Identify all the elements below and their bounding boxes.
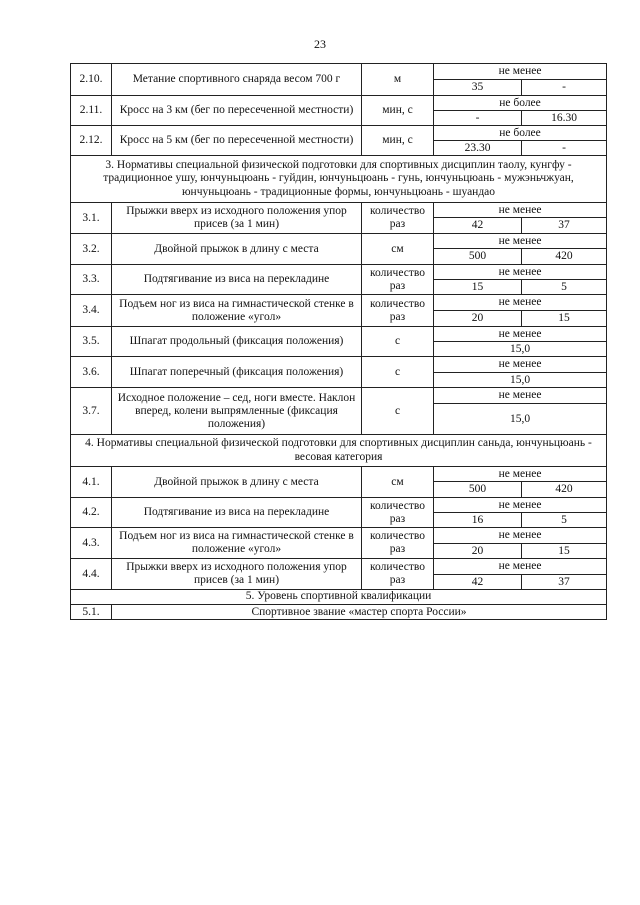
- row-number: 4.1.: [71, 467, 112, 498]
- table-row: [71, 435, 607, 467]
- table-row: [71, 559, 607, 575]
- exercise-name: Подтягивание из виса на перекладине: [112, 265, 362, 295]
- exercise-name: Исходное положение – сед, ноги вместе. Наклон вперед, колени выпрямленные (фиксация положения): [112, 388, 362, 435]
- exercise-name: Прыжки вверх из исходного положения упор присев (за 1 мин): [112, 559, 362, 590]
- exercise-name: Двойной прыжок в длину с места: [112, 234, 362, 265]
- table-row: [71, 498, 607, 513]
- table-row: [71, 467, 607, 482]
- table-row: [71, 126, 607, 141]
- unit: количество раз: [362, 203, 434, 234]
- table-row: [71, 528, 607, 544]
- value-female: 420: [522, 482, 607, 498]
- value-female: -: [522, 141, 607, 156]
- section-heading: 3. Нормативы специальной физической подготовки для спортивных дисциплин таолу, кунгфу - традиционное ушу, юнчуньцюань - гуйдин, юнчуньцюань - гунь, юнчуньцюань - мужэньчжуан, юнчуньцюань - традиционные формы, юнчуньцюань - шуандао: [71, 156, 607, 203]
- unit: мин, с: [362, 96, 434, 126]
- unit: количество раз: [362, 265, 434, 295]
- norms-table: [70, 63, 607, 620]
- value-female: 420: [522, 249, 607, 265]
- value: 15,0: [434, 342, 607, 357]
- row-number: 2.10.: [71, 64, 112, 96]
- table-row: [71, 156, 607, 203]
- table-row: [71, 388, 607, 404]
- unit: с: [362, 388, 434, 435]
- row-number: 4.4.: [71, 559, 112, 590]
- table-row: [71, 64, 607, 80]
- table-row: [71, 590, 607, 605]
- row-number: 3.6.: [71, 357, 112, 388]
- table-row: [71, 96, 607, 111]
- value-male: 23.30: [434, 141, 522, 156]
- value-male: 500: [434, 249, 522, 265]
- unit: с: [362, 327, 434, 357]
- table-row: [71, 203, 607, 218]
- value-male: 35: [434, 80, 522, 96]
- unit: количество раз: [362, 559, 434, 590]
- exercise-name: Подъем ног из виса на гимнастической стенке в положение «угол»: [112, 295, 362, 327]
- condition: не менее: [434, 64, 607, 80]
- row-number: 3.7.: [71, 388, 112, 435]
- unit: с: [362, 357, 434, 388]
- exercise-name: Кросс на 3 км (бег по пересеченной местности): [112, 96, 362, 126]
- value-male: 42: [434, 575, 522, 590]
- condition: не менее: [434, 559, 607, 575]
- value: 15,0: [434, 373, 607, 388]
- exercise-name: Кросс на 5 км (бег по пересеченной местности): [112, 126, 362, 156]
- unit: количество раз: [362, 528, 434, 559]
- value-male: 15: [434, 280, 522, 295]
- condition: не более: [434, 126, 607, 141]
- value-female: 5: [522, 280, 607, 295]
- value-male: 20: [434, 544, 522, 559]
- value-male: 16: [434, 513, 522, 528]
- unit: см: [362, 234, 434, 265]
- condition: не менее: [434, 234, 607, 249]
- table-row: [71, 295, 607, 311]
- unit: количество раз: [362, 295, 434, 327]
- row-number: 3.1.: [71, 203, 112, 234]
- value-female: 5: [522, 513, 607, 528]
- condition: не менее: [434, 528, 607, 544]
- unit: мин, с: [362, 126, 434, 156]
- row-number: 3.4.: [71, 295, 112, 327]
- page-number: 23: [314, 37, 326, 51]
- row-number: 3.5.: [71, 327, 112, 357]
- unit: см: [362, 467, 434, 498]
- condition: не менее: [434, 498, 607, 513]
- exercise-name: Подъем ног из виса на гимнастической стенке в положение «угол»: [112, 528, 362, 559]
- row-number: 4.3.: [71, 528, 112, 559]
- exercise-name: Метание спортивного снаряда весом 700 г: [112, 64, 362, 96]
- table-row: [71, 234, 607, 249]
- condition: не менее: [434, 265, 607, 280]
- condition: не менее: [434, 295, 607, 311]
- value-female: 15: [522, 311, 607, 327]
- value-female: -: [522, 80, 607, 96]
- exercise-name: Подтягивание из виса на перекладине: [112, 498, 362, 528]
- row-number: 3.2.: [71, 234, 112, 265]
- row-number: 2.12.: [71, 126, 112, 156]
- condition: не более: [434, 96, 607, 111]
- value-male: 20: [434, 311, 522, 327]
- table-row: [71, 265, 607, 280]
- condition: не менее: [434, 388, 607, 404]
- table-row: [71, 357, 607, 373]
- section-heading: 5. Уровень спортивной квалификации: [71, 590, 607, 605]
- value-female: 15: [522, 544, 607, 559]
- value-male: -: [434, 111, 522, 126]
- value-female: 16.30: [522, 111, 607, 126]
- exercise-name: Шпагат поперечный (фиксация положения): [112, 357, 362, 388]
- value-female: 37: [522, 575, 607, 590]
- condition: не менее: [434, 327, 607, 342]
- table-row: [71, 605, 607, 620]
- qualification-title: Спортивное звание «мастер спорта России»: [112, 605, 607, 620]
- exercise-name: Шпагат продольный (фиксация положения): [112, 327, 362, 357]
- row-number: 5.1.: [71, 605, 112, 620]
- row-number: 3.3.: [71, 265, 112, 295]
- exercise-name: Двойной прыжок в длину с места: [112, 467, 362, 498]
- unit: количество раз: [362, 498, 434, 528]
- value: 15,0: [434, 404, 607, 435]
- condition: не менее: [434, 467, 607, 482]
- row-number: 4.2.: [71, 498, 112, 528]
- value-male: 500: [434, 482, 522, 498]
- condition: не менее: [434, 357, 607, 373]
- section-heading: 4. Нормативы специальной физической подготовки для спортивных дисциплин саньда, юнчуньцюань - весовая категория: [71, 435, 607, 467]
- value-male: 42: [434, 218, 522, 234]
- table-row: [71, 327, 607, 342]
- exercise-name: Прыжки вверх из исходного положения упор присев (за 1 мин): [112, 203, 362, 234]
- value-female: 37: [522, 218, 607, 234]
- row-number: 2.11.: [71, 96, 112, 126]
- unit: м: [362, 64, 434, 96]
- condition: не менее: [434, 203, 607, 218]
